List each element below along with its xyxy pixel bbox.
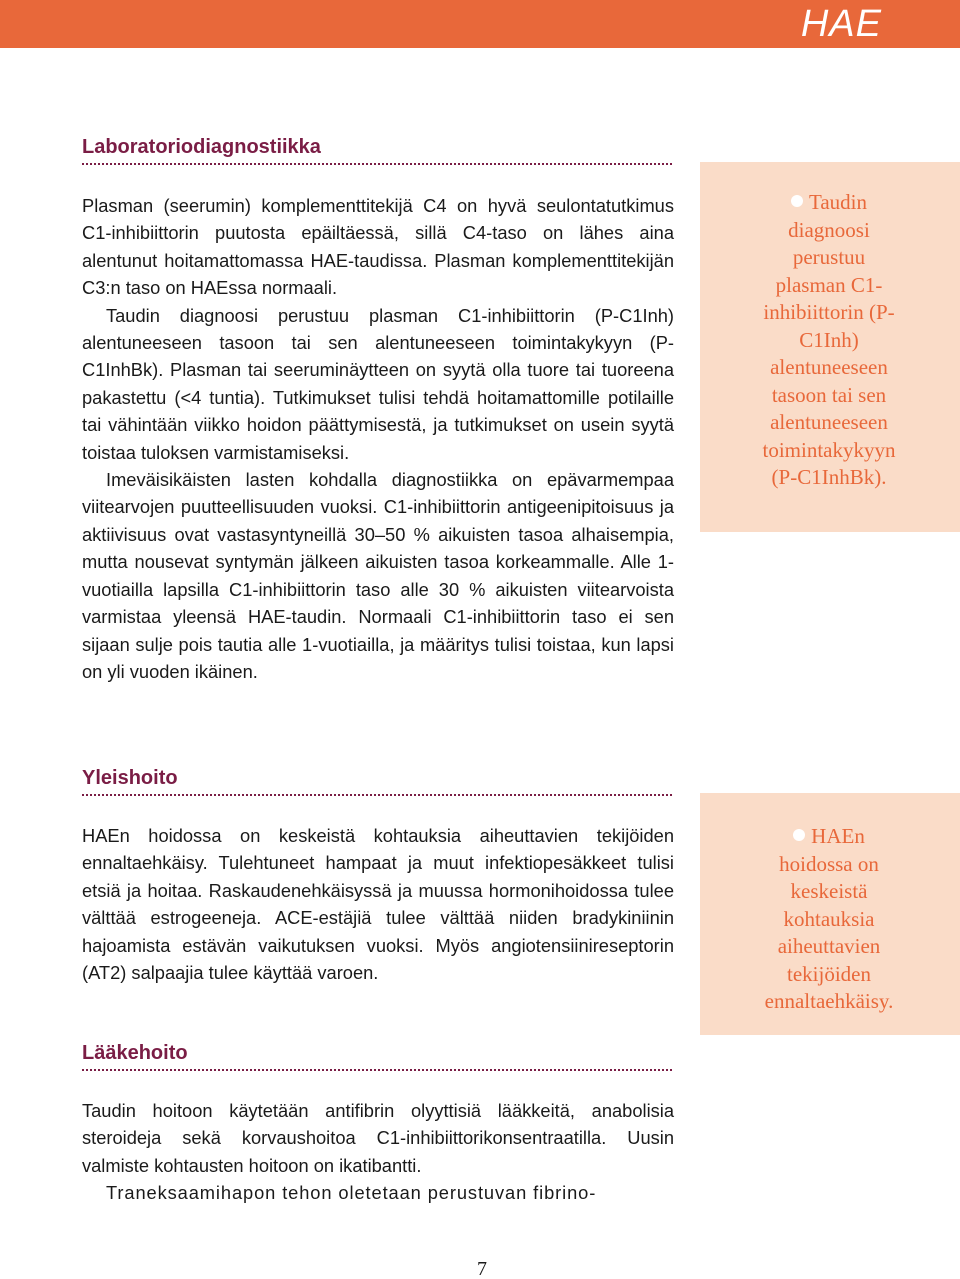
sidebar-callout-diagnosis (700, 162, 960, 532)
sidebar-quote-text: Taudin diagnoosi perustuu plasman C1-inhibiittorin (P-C1Inh) alentuneeseen tasoon tai sen alentuneeseen toimintakykyyn (P-C1InhBk). (762, 190, 896, 489)
section-heading-laakehoito: Lääkehoito (82, 1042, 672, 1071)
section-body-laakehoito (82, 1097, 674, 1207)
bullet-icon (791, 195, 803, 207)
paragraph: Taudin hoitoon käytetään antifibrin olyyttisiä lääkkeitä, anabolisia steroideja sekä korvaushoitoa C1-inhibiittorikonsentraatilla. Uusin valmiste kohtausten hoitoon on ikatibantti. (82, 1100, 674, 1176)
page-number: 7 (477, 1258, 487, 1279)
page-header-title: HAE (800, 3, 882, 45)
section-heading-yleishoito: Yleishoito (82, 767, 672, 796)
sidebar-quote-text: HAEn hoidossa on keskeistä kohtauksia aiheuttavien tekijöiden ennaltaehkäisy. (764, 824, 894, 1013)
section-body-laboratoriodiagnostiikka (82, 192, 674, 685)
paragraph: Taudin diagnoosi perustuu plasman C1-inhibiittorin (P-C1Inh) alentuneeseen tasoon tai sen alentuneeseen toimintakykyyn (P-C1InhBk). Plasman tai seeruminäytteen on syytä olla tuore tai tuoreena pakastettu (<4 tuntia). Tutkimukset tulisi tehdä hoitamattomille potilaille tai vähintään viikko hoidon päättymisestä, ja tutkimukset on usein syytä toistaa tuloksen varmistamiseksi. (82, 304, 674, 463)
section-heading-laboratoriodiagnostiikka: Laboratoriodiagnostiikka (82, 136, 672, 165)
sidebar-quote (700, 823, 960, 1016)
paragraph: Plasman (seerumin) komplementtitekijä C4 on hyvä seulontatutkimus C1-inhibiittorin puutosta epäiltäessä, sillä C4-taso on lähes aina alentunut hoitamattomassa HAE-taudissa. Plasman komplementtitekijän C3:n taso on HAEssa normaali. (82, 195, 674, 299)
header-bar (0, 0, 960, 48)
bullet-icon (793, 829, 805, 841)
section-body-yleishoito (82, 822, 674, 986)
sidebar-callout-yleishoito (700, 793, 960, 1035)
sidebar-quote (700, 189, 960, 492)
paragraph: Imeväisikäisten lasten kohdalla diagnostiikka on epävarmempaa viitearvojen puutteellisuuden vuoksi. C1-inhibiittorin antigeenipitoisuus ja aktiivisuus ovat vastasyntyneillä 30–50 % aikuisten tasoa alhaisempia, mutta nousevat syntymän jälkeen aikuisten tasoa korkeammalle. Alle 1-vuotiailla lapsilla C1-inhibiittorin taso alle 30 % aikuisten viitearvoista varmistaa yleensä HAE-taudin. Normaali C1-inhibiittorin taso ei sen sijaan sulje pois tautia alle 1-vuotiailla, ja määritys tulisi toistaa, kun lapsi on yli vuoden ikäinen. (82, 469, 674, 682)
paragraph: HAEn hoidossa on keskeistä kohtauksia aiheuttavien tekijöiden ennaltaehkäisy. Tulehtuneet hampaat ja muut infektiopesäkkeet tulisi etsiä ja hoitaa. Raskaudenehkäisyssä ja muussa hormonihoidossa tulee välttää estrogeeneja. ACE-estäjiä tulee välttää niiden bradykiniinin hajoamista estävän vaikutuksen vuoksi. Myös angiotensiinireseptorin (AT2) salpaajia tulee käyttää varoen. (82, 825, 674, 984)
paragraph: Traneksaamihapon tehon oletetaan perustuvan fibrino- (106, 1182, 597, 1204)
